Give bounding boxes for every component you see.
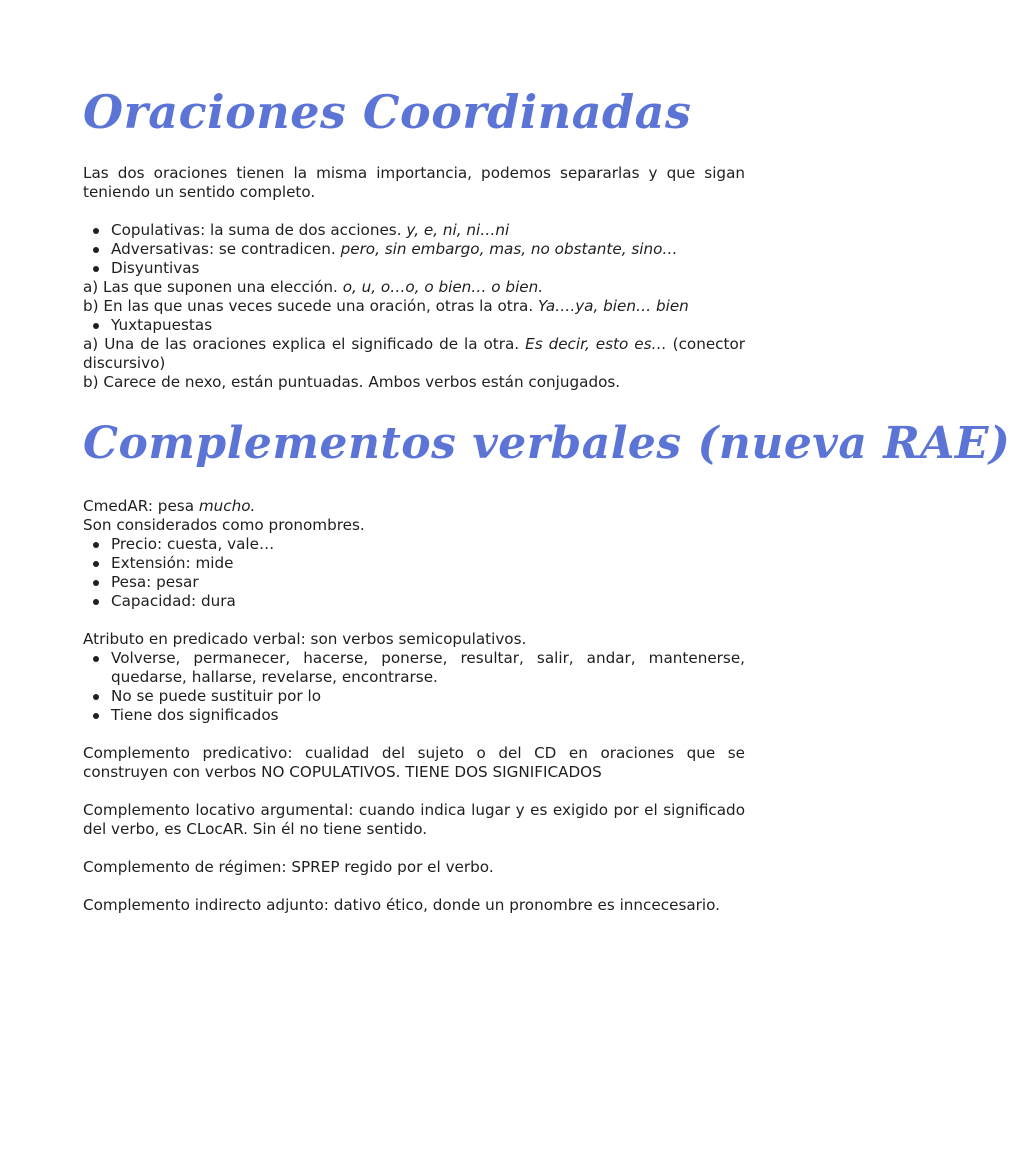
atributo-list [83,649,745,725]
list-item: Extensión: mide [111,554,745,573]
list-item-adversativas: Adversativas: se contradicen. pero, sin embargo, mas, no obstante, sino… [111,240,745,259]
list-item: No se puede sustituir por lo [111,687,745,706]
section-complementos-body [83,497,745,915]
locativo-paragraph: Complemento locativo argumental: cuando indica lugar y es exigido por el significado del verbo, es CLocAR. Sin él no tiene sentido. [83,801,745,838]
pronombres-line: Son considerados como pronombres. [83,516,365,534]
list-item-disyuntivas: Disyuntivas [111,259,745,278]
disyuntivas-b: b) En las que unas veces sucede una oración, otras la otra. Ya….ya, bien… bien [83,297,689,315]
indirecto-paragraph: Complemento indirecto adjunto: dativo ético, donde un pronombre es inncecesario. [83,896,720,914]
section-title-oraciones-coordinadas: Oraciones Coordinadas [83,85,692,139]
coordinadas-list-2 [83,316,745,335]
disyuntivas-a: a) Las que suponen una elección. o, u, o…o, o bien… o bien. [83,278,544,296]
list-item: Tiene dos significados [111,706,745,725]
cmedar-list [83,535,745,611]
predicativo-paragraph: Complemento predicativo: cualidad del sujeto o del CD en oraciones que se construyen con verbos NO COPULATIVOS. TIENE DOS SIGNIFICADOS [83,744,745,781]
intro-paragraph: Las dos oraciones tienen la misma importancia, podemos separarlas y que sigan teniendo un sentido completo. [83,164,745,201]
list-item: Precio: cuesta, vale… [111,535,745,554]
list-item-copulativas: Copulativas: la suma de dos acciones. y, e, ni, ni…ni [111,221,745,240]
atributo-line: Atributo en predicado verbal: son verbos semicopulativos. [83,630,527,648]
list-item: Pesa: pesar [111,573,745,592]
coordinadas-list-1 [83,221,745,278]
yuxtapuestas-b: b) Carece de nexo, están puntuadas. Ambos verbos están conjugados. [83,373,621,391]
yuxtapuestas-a: a) Una de las oraciones explica el significado de la otra. Es decir, esto es… (conector discursivo) [83,335,746,372]
regimen-paragraph: Complemento de régimen: SPREP regido por el verbo. [83,858,494,876]
list-item-yuxtapuestas: Yuxtapuestas [111,316,745,335]
list-item: Capacidad: dura [111,592,745,611]
section-title-complementos-verbales: Complementos verbales (nueva RAE) [83,418,1010,469]
cmedar-line: CmedAR: pesa mucho. [83,497,256,515]
section-coordinadas-body [83,164,745,392]
list-item: Volverse, permanecer, hacerse, ponerse, resultar, salir, andar, mantenerse, quedarse, hallarse, revelarse, encontrarse. [111,649,745,686]
